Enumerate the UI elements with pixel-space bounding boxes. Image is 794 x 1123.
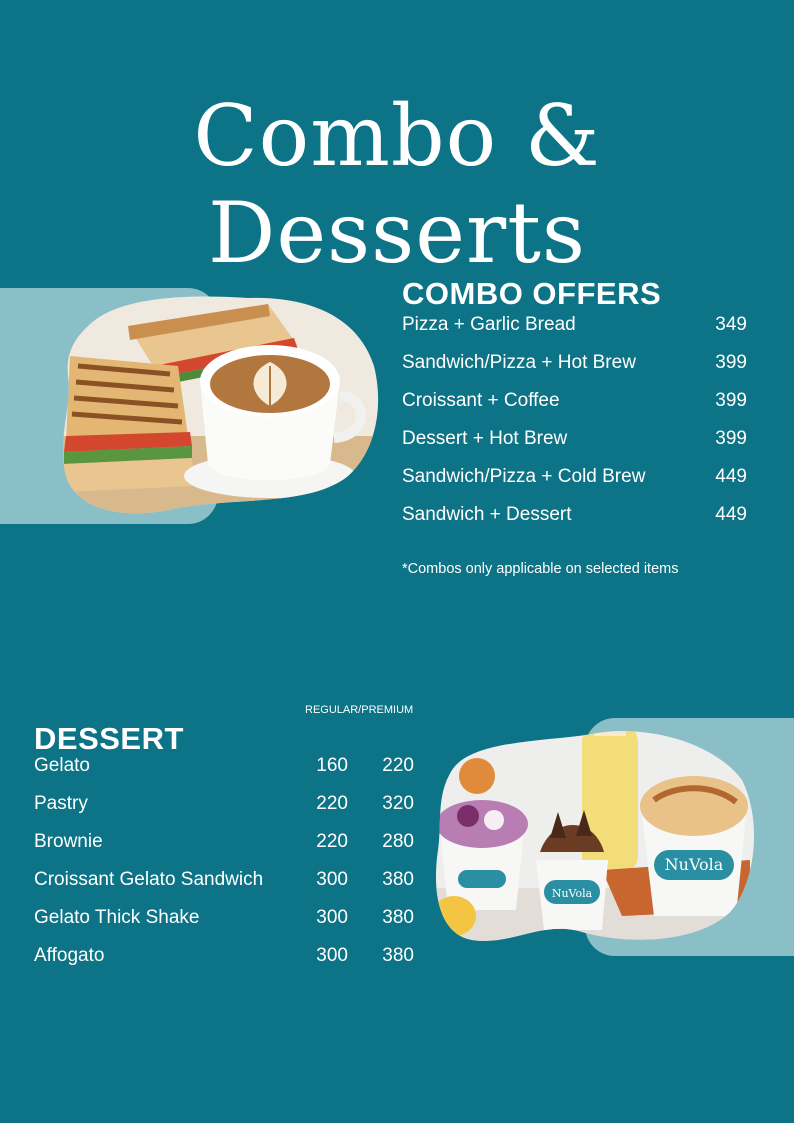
combo-item-name: Pizza + Garlic Bread	[402, 314, 576, 335]
dessert-item-name: Pastry	[34, 793, 88, 814]
dessert-premium-price: 380	[382, 869, 414, 890]
dessert-premium-price: 220	[382, 755, 414, 776]
list-item	[402, 420, 747, 458]
list-item	[34, 937, 414, 975]
cup-logo-large: NuVola	[664, 855, 724, 874]
combo-item-price: 349	[715, 314, 747, 335]
list-item	[34, 861, 414, 899]
dessert-item-name: Affogato	[34, 945, 105, 966]
combo-item-name: Dessert + Hot Brew	[402, 428, 568, 449]
combo-offers-heading: COMBO OFFERS	[402, 275, 662, 311]
list-item	[34, 899, 414, 937]
combo-item-name: Sandwich/Pizza + Cold Brew	[402, 466, 646, 487]
list-item	[34, 785, 414, 823]
dessert-regular-price: 220	[316, 793, 348, 814]
combo-item-name: Sandwich + Dessert	[402, 504, 572, 525]
list-item	[402, 382, 747, 420]
combo-item-name: Sandwich/Pizza + Hot Brew	[402, 352, 636, 373]
combo-item-name: Croissant + Coffee	[402, 390, 560, 411]
price-column-header: REGULAR/PREMIUM	[305, 704, 414, 716]
combo-note: *Combos only applicable on selected items	[402, 561, 679, 577]
dessert-regular-price: 160	[316, 755, 348, 776]
list-item	[402, 496, 747, 534]
page-title: Combo & Desserts	[193, 87, 601, 282]
combo-item-price: 449	[715, 504, 747, 525]
dessert-regular-price: 300	[316, 907, 348, 928]
combo-item-price: 399	[715, 390, 747, 411]
dessert-regular-price: 220	[316, 831, 348, 852]
dessert-list	[34, 747, 414, 975]
dessert-item-name: Gelato	[34, 755, 90, 776]
list-item	[34, 747, 414, 785]
list-item	[402, 458, 747, 496]
dessert-heading: DESSERT	[34, 720, 184, 756]
dessert-premium-price: 320	[382, 793, 414, 814]
dessert-premium-price: 380	[382, 945, 414, 966]
combo-item-price: 399	[715, 428, 747, 449]
combo-item-price: 399	[715, 352, 747, 373]
list-item	[402, 344, 747, 382]
dessert-premium-price: 380	[382, 907, 414, 928]
combo-item-price: 449	[715, 466, 747, 487]
dessert-premium-price: 280	[382, 831, 414, 852]
dessert-item-name: Gelato Thick Shake	[34, 907, 200, 928]
list-item	[34, 823, 414, 861]
dessert-regular-price: 300	[316, 869, 348, 890]
combo-photo-sandwich-coffee	[58, 286, 380, 518]
list-item	[402, 306, 747, 344]
dessert-item-name: Croissant Gelato Sandwich	[34, 869, 264, 890]
dessert-item-name: Brownie	[34, 831, 103, 852]
dessert-regular-price: 300	[316, 945, 348, 966]
cup-logo-small: NuVola	[551, 887, 593, 900]
dessert-photo-gelato-cups	[432, 720, 756, 948]
combo-list	[402, 306, 747, 534]
